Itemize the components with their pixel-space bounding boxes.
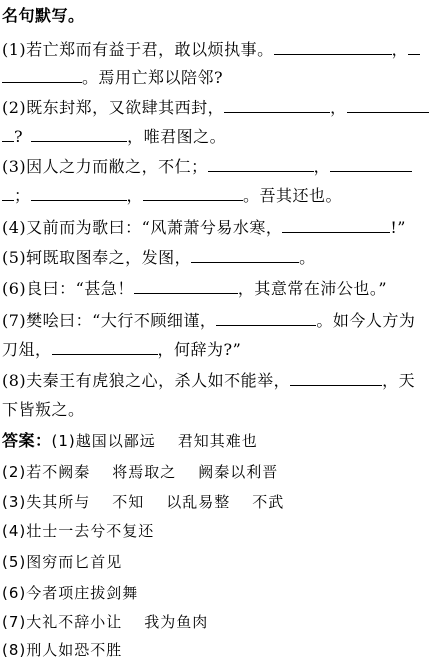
question-8-line-1	[2, 371, 436, 391]
answer-num: (2)	[2, 463, 27, 481]
answer-line-2	[2, 462, 436, 482]
answer-num: (4)	[2, 522, 27, 540]
question-3-text: (3)因人之力而敝之，不仁；	[2, 157, 208, 176]
section-title: 名句默写。	[2, 6, 85, 25]
blank	[274, 40, 392, 55]
question-6-line	[2, 279, 436, 299]
answer-part: 若不阙秦	[26, 463, 91, 481]
question-8-tail: 下皆叛之。	[2, 400, 85, 419]
question-2-line-2	[2, 127, 436, 147]
blank	[347, 98, 429, 113]
answer-num: (5)	[2, 553, 27, 571]
blank	[224, 98, 330, 113]
question-7-line-2	[2, 340, 436, 360]
answer-num: (3)	[2, 493, 27, 511]
answer-part: 不武	[252, 493, 285, 511]
answer-part: 图穷而匕首见	[26, 553, 123, 571]
question-7-tail: ，何辞为?”	[157, 340, 242, 359]
question-4-text: (4)又前而为歌曰：“风萧萧兮易水寒，	[2, 218, 283, 237]
question-7-line-1	[2, 311, 436, 331]
question-7-text: (7)樊哙曰：“大行不顾细谨，	[2, 311, 217, 330]
answer-num: (6)	[2, 584, 27, 602]
answer-line-8	[2, 640, 436, 660]
question-8-text: (8)夫秦王有虎狼之心，杀人如不能举，	[2, 371, 291, 390]
blank	[191, 248, 299, 263]
answer-line-1	[2, 431, 436, 451]
answer-line-3	[2, 492, 436, 512]
punctuation: ；	[14, 186, 31, 205]
answer-label: 答案：	[2, 431, 52, 450]
answer-part: 以乱易整	[166, 493, 231, 511]
blank	[282, 218, 390, 233]
question-7-cont: 刀俎，	[2, 340, 52, 359]
answer-part: 失其所与	[26, 493, 91, 511]
question-4-line	[2, 218, 436, 238]
question-2-tail: ，唯君图之。	[127, 127, 227, 146]
blank	[2, 68, 82, 83]
punctuation: ?	[14, 127, 24, 146]
question-3-tail: 。吾其还也。	[243, 186, 343, 205]
question-1-line-2	[2, 68, 436, 88]
blank	[31, 186, 127, 201]
question-1-line-1	[2, 40, 436, 60]
answer-part: 大礼不辞小让	[26, 613, 123, 631]
answer-num: (8)	[2, 641, 27, 659]
answer-part: 今者项庄拔剑舞	[26, 584, 139, 602]
answer-part: 不知	[112, 493, 145, 511]
blank	[216, 311, 316, 326]
blank	[330, 157, 412, 172]
blank	[290, 371, 382, 386]
blank	[2, 186, 14, 201]
answer-part: 越国以鄙远	[75, 432, 156, 450]
answer-line-4	[2, 521, 436, 541]
question-1-tail: 。焉用亡郑以陪邻?	[82, 68, 224, 87]
question-8-line-2	[2, 400, 436, 420]
answer-line-6	[2, 583, 436, 603]
punctuation: ，	[126, 186, 144, 205]
question-4-tail: !”	[390, 218, 406, 237]
answer-line-5	[2, 552, 436, 572]
blank	[2, 127, 14, 142]
question-5-text: (5)轲既取图奉之，发图，	[2, 248, 192, 267]
punctuation: ，	[330, 98, 347, 117]
question-5-tail: 。	[299, 248, 316, 267]
question-1-text: (1)若亡郑而有益于君，敢以烦执事。	[2, 40, 274, 59]
answer-num: (7)	[2, 613, 27, 631]
question-6-tail: ，其意常在沛公也。”	[237, 279, 388, 298]
blank	[143, 186, 243, 201]
question-6-text: (6)良曰：“甚急！	[2, 279, 134, 298]
blank	[52, 340, 158, 355]
answer-line-7	[2, 612, 436, 632]
answer-part: 君知其难也	[177, 432, 258, 450]
answer-part: 我为鱼肉	[144, 613, 209, 631]
answer-part: 阙秦以利晋	[198, 463, 279, 481]
question-3-line-2	[2, 186, 436, 206]
answer-num: (1)	[51, 432, 76, 450]
question-8-mid: ，天	[382, 371, 416, 390]
question-5-line	[2, 248, 436, 268]
punctuation: ，	[391, 40, 409, 59]
question-2-text: (2)既东封郑，又欲肆其西封，	[2, 98, 225, 117]
question-2-line-1	[2, 98, 436, 118]
question-3-line-1	[2, 157, 436, 177]
question-7-mid: 。如今人方为	[316, 311, 416, 330]
blank	[31, 127, 127, 142]
blank	[408, 40, 420, 55]
answer-part: 刑人如恐不胜	[26, 641, 123, 659]
blank	[134, 279, 238, 294]
punctuation: ，	[313, 157, 331, 176]
answer-part: 将焉取之	[112, 463, 177, 481]
blank	[208, 157, 314, 172]
answer-part: 壮士一去兮不复还	[26, 522, 155, 540]
